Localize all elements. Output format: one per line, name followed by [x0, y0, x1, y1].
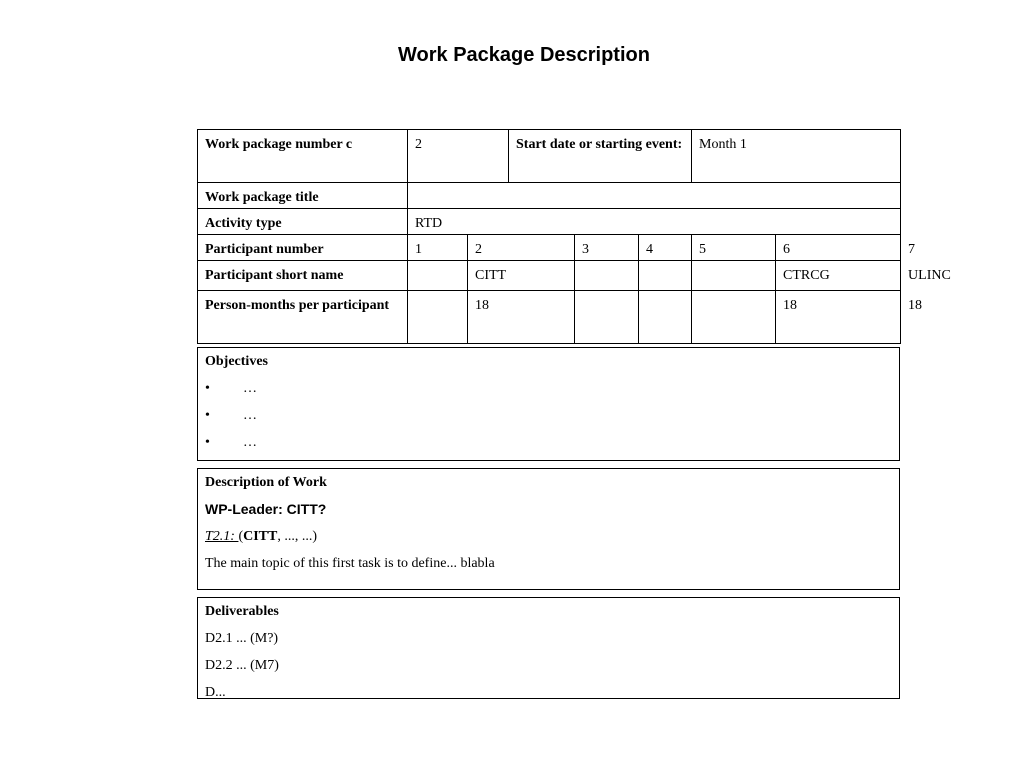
bullet-icon: •	[205, 408, 210, 423]
deliverable-item: D...	[205, 685, 226, 700]
start-date-label: Start date or starting event:	[509, 130, 692, 183]
short-name-cell	[575, 261, 639, 291]
objective-text: …	[243, 408, 257, 423]
participant-number-cell: 6	[776, 235, 901, 261]
participant-number-cell: 2	[468, 235, 575, 261]
deliverable-item: D2.2 ... (M7)	[205, 658, 279, 673]
participant-number-cell: 1	[408, 235, 468, 261]
wp-title-value	[408, 183, 901, 209]
person-months-cell: 18	[776, 291, 901, 344]
description-body: The main topic of this first task is to define... blabla	[205, 556, 495, 571]
wp-number-value: 2	[408, 130, 509, 183]
task-id: T2.1:	[205, 529, 239, 544]
person-months-cell	[408, 291, 468, 344]
objectives-heading: Objectives	[205, 354, 268, 369]
task-line	[205, 527, 892, 546]
person-months-cell	[575, 291, 639, 344]
short-name-label: Participant short name	[198, 261, 408, 291]
wp-number-label: Work package number c	[198, 130, 408, 183]
page-title: Work Package Description	[398, 44, 650, 66]
objectives-box	[197, 347, 900, 461]
deliverables-heading: Deliverables	[205, 604, 279, 619]
person-months-cell	[692, 291, 776, 344]
activity-type-label: Activity type	[198, 209, 408, 235]
activity-type-value: RTD	[408, 209, 901, 235]
list-item	[205, 379, 892, 398]
start-date-value: Month 1	[692, 130, 901, 183]
person-months-label: Person-months per participant	[198, 291, 408, 344]
short-name-cell: CTRCG	[776, 261, 901, 291]
work-package-table: Work package number c 2 Start date or starting event: Month 1 Work package title Activity type RTD Participant number 1 2 3 4 5 6 7 Participant short name CITT CTRCG ULINC Person-months per participant 18 18 18	[197, 129, 901, 344]
description-box	[197, 468, 900, 590]
short-name-cell: CITT	[468, 261, 575, 291]
participant-number-cell: 4	[639, 235, 692, 261]
wp-leader: WP-Leader: CITT?	[205, 501, 327, 517]
participant-number-cell: 5	[692, 235, 776, 261]
deliverables-box	[197, 597, 900, 699]
bullet-icon: •	[205, 381, 210, 396]
list-item	[205, 433, 892, 452]
task-rest: , ..., ...)	[277, 529, 318, 544]
list-item	[205, 406, 892, 425]
short-name-cell	[408, 261, 468, 291]
person-months-cell: 18	[468, 291, 575, 344]
objective-text: …	[243, 435, 257, 450]
short-name-cell	[692, 261, 776, 291]
wp-title-label: Work package title	[198, 183, 408, 209]
objective-text: …	[243, 381, 257, 396]
task-paren: (	[238, 529, 244, 544]
deliverable-item: D2.1 ... (M?)	[205, 631, 279, 646]
short-name-cell	[639, 261, 692, 291]
description-heading: Description of Work	[205, 475, 327, 490]
bullet-icon: •	[205, 435, 210, 450]
participant-number-label: Participant number	[198, 235, 408, 261]
participant-number-cell: 3	[575, 235, 639, 261]
task-lead: CITT	[243, 529, 278, 544]
person-months-cell	[639, 291, 692, 344]
